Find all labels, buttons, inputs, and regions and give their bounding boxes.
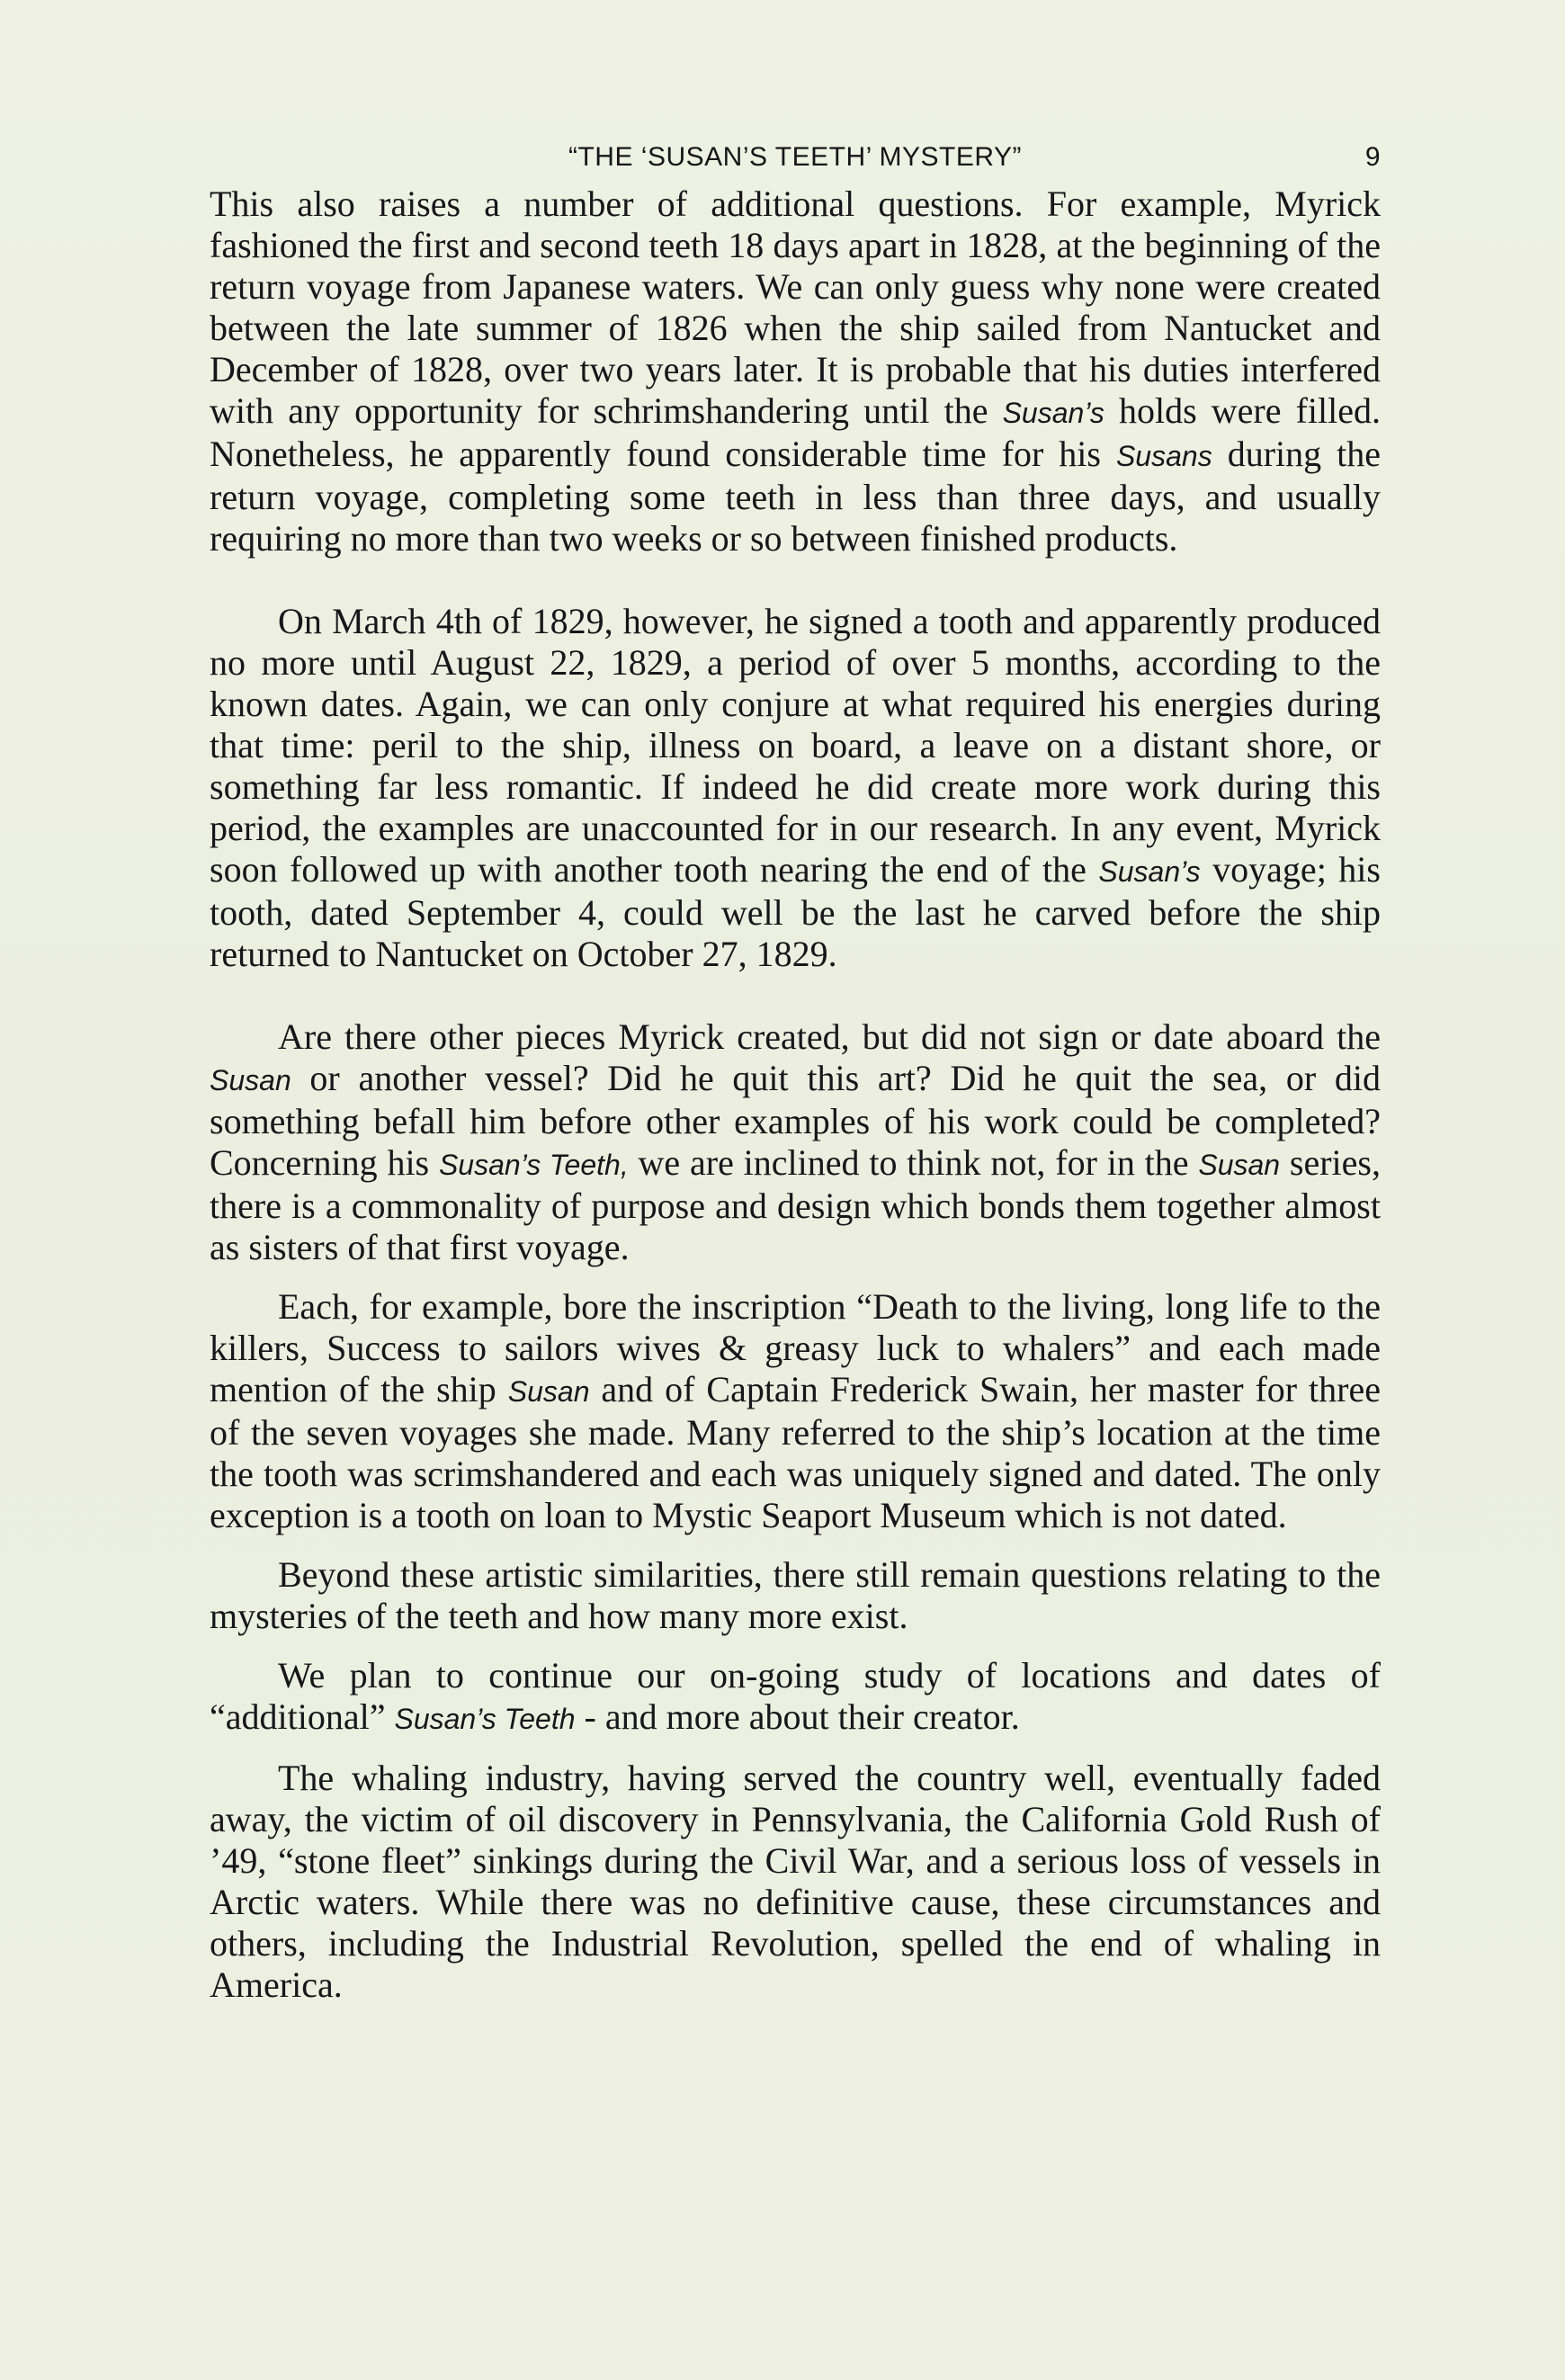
paragraph (210, 1758, 1381, 2006)
ship-name: Susan’s (1098, 855, 1201, 888)
ship-name: Susan (1198, 1149, 1281, 1181)
text-run: voyage; his tooth, dated September 4, could well be the last he carved before the ship returned to Nantucket on October 27, 1829. (210, 849, 1381, 974)
paragraph (210, 1016, 1381, 1268)
paragraph (210, 1286, 1381, 1536)
text-run: holds were filled. Nonetheless, he apparently found considerable time for his (210, 390, 1382, 474)
text-run: Each, for example, bore the inscription “Death to the living, long life to the killers, Success to sailors wives & greasy luck to whalers” and each made mention of the ship (210, 1286, 1381, 1409)
ship-name: Susans (1115, 440, 1212, 472)
text-run: This also raises a number of additional questions. For example, Myrick fashioned the first and second teeth 18 days apart in 1828, at the beginning of the return voyage from Japanese waters. We can only guess why none were created between the late summer of 1826 when the ship sailed from Nantucket and December of 1828, over two years later. It is probable that his duties interfered with any opportunity for schrimshandering until the (210, 183, 1381, 431)
ship-name: Susan (210, 1064, 291, 1096)
text-run: The whaling industry, having served the country well, eventually faded away, the victim of oil discovery in Pennsylvania, the California Gold Rush of ’49, “stone fleet” sinkings during the Civil War, and a serious loss of vessels in Arctic waters. While there was no definitive cause, these circumstances and others, including the Industrial Revolution, spelled the end of whaling in America. (210, 1758, 1381, 2005)
ship-name: Susan (507, 1375, 590, 1408)
text-run: series, there is a commonality of purpose and design which bonds them together almost as sisters of that first voyage. (210, 1142, 1381, 1267)
running-title: “THE ‘SUSAN’S TEETH’ MYSTERY” (568, 142, 1022, 172)
text-run: Are there other pieces Myrick created, but did not sign or date aboard the (278, 1016, 1381, 1057)
paragraph (210, 601, 1381, 975)
running-header (210, 135, 1381, 180)
text-run: On March 4th of 1829, however, he signed a tooth and apparently produced no more until August 22, 1829, a period of over 5 months, according to the known dates. Again, we can only conjure at what required his energies during that time: peril to the ship, illness on board, a leave on a distant shore, or something far less romantic. If indeed he did create more work during this period, the examples are unaccounted for in our research. In any event, Myrick soon followed up with another tooth nearing the end of the (210, 601, 1381, 890)
text-run: we are inclined to think not, for in the (628, 1142, 1199, 1183)
ship-name: Susan’s (1002, 397, 1104, 429)
text-run: Beyond these artistic similarities, there still remain questions relating to the mysteries of the teeth and how many more exist. (210, 1554, 1381, 1636)
body-text (210, 183, 1381, 2006)
text-run: We plan to continue our on-going study of locations and dates of “additional” (210, 1655, 1381, 1737)
paragraph (210, 1655, 1381, 1740)
ship-name: Susan’s Teeth (394, 1703, 576, 1735)
text-run: - and more about their creator. (575, 1696, 1020, 1737)
text-run: or another vessel? Did he quit this art? Did he quit the sea, or did something befall him before other examples of his work could be completed? Concerning his (210, 1058, 1381, 1183)
page-number: 9 (1364, 142, 1381, 172)
paragraph (210, 1554, 1381, 1637)
text-run: and of Captain Frederick Swain, her master for three of the seven voyages she made. Many referred to the ship’s location at the time the tooth was scrimshandered and each was uniquely signed and dated. The only exception is a tooth on loan to Mystic Seaport Museum which is not dated. (210, 1369, 1382, 1535)
text-run: during the return voyage, completing some teeth in less than three days, and usually requiring no more than two weeks or so between finished products. (210, 434, 1381, 559)
paragraph (210, 183, 1381, 559)
ship-name: Susan’s Teeth, (438, 1149, 629, 1181)
